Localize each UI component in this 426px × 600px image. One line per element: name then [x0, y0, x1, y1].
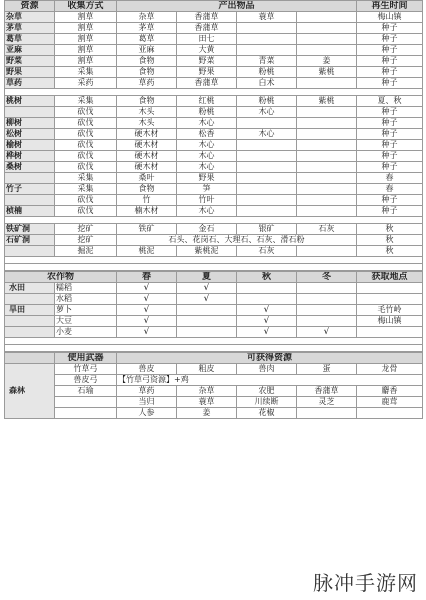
- output-cell: 楠木材: [117, 206, 177, 217]
- table-row: [5, 56, 423, 67]
- resource-item: 香蒲草: [297, 386, 357, 397]
- output-cell: 粉桃: [237, 67, 297, 78]
- spacer-row: [5, 217, 423, 224]
- output-cell: 竹叶: [177, 195, 237, 206]
- output-cell: 杂草: [117, 12, 177, 23]
- season-mark: [177, 327, 237, 338]
- output-cell: [237, 118, 297, 129]
- resource-cell: 茅草: [5, 23, 55, 34]
- header-output: 产出物品: [117, 1, 357, 12]
- season-mark: √: [117, 283, 177, 294]
- regen-cell: 种子: [357, 78, 423, 89]
- crop-cell: 大豆: [55, 316, 117, 327]
- output-cell: 石灰: [297, 224, 357, 235]
- header-resources: 可获得资源: [117, 353, 423, 364]
- resource-cell: 桢楠: [5, 206, 55, 217]
- spacer-row: [5, 257, 423, 264]
- output-cell: [237, 23, 297, 34]
- method-cell: 砍伐: [55, 129, 117, 140]
- output-cell: 紫桃: [297, 96, 357, 107]
- region-cell: 旱田: [5, 305, 55, 316]
- spacer-cell: [5, 89, 423, 96]
- output-cell: 石头、花岗石、大理石、石灰、滑石粉: [117, 235, 357, 246]
- regen-cell: 种子: [357, 162, 423, 173]
- spacer-row: [5, 345, 423, 352]
- regen-cell: 种子: [357, 151, 423, 162]
- output-cell: 香蒲草: [177, 78, 237, 89]
- header-season: 秋: [237, 272, 297, 283]
- output-cell: 田七: [177, 34, 237, 45]
- output-cell: 野菜: [177, 56, 237, 67]
- table-row: [5, 294, 423, 305]
- table-row: [5, 45, 423, 56]
- method-cell: 割草: [55, 34, 117, 45]
- method-cell: 砍伐: [55, 162, 117, 173]
- place-cell: 毛竹岭: [357, 305, 423, 316]
- output-cell: 木心: [177, 118, 237, 129]
- table-row: [5, 327, 423, 338]
- hunt-header: [5, 353, 423, 364]
- output-cell: [297, 206, 357, 217]
- resource-item: 川续断: [237, 397, 297, 408]
- season-mark: √: [117, 327, 177, 338]
- header-method: 收集方式: [55, 1, 117, 12]
- season-mark: [177, 316, 237, 327]
- season-mark: [237, 294, 297, 305]
- output-cell: 紫桃: [297, 67, 357, 78]
- output-cell: 红桃: [177, 96, 237, 107]
- resource-cell: 亚麻: [5, 45, 55, 56]
- output-cell: 香蒲草: [177, 23, 237, 34]
- table-row: [5, 305, 423, 316]
- table-row: [5, 386, 423, 397]
- region-cell: [5, 294, 55, 305]
- resource-cell: 石矿洞: [5, 235, 55, 246]
- output-cell: [237, 151, 297, 162]
- output-cell: [297, 173, 357, 184]
- season-mark: [237, 283, 297, 294]
- table-row: [5, 224, 423, 235]
- table-row: [5, 78, 423, 89]
- output-cell: 食物: [117, 184, 177, 195]
- resource-cell: [5, 246, 55, 257]
- output-cell: 白术: [237, 78, 297, 89]
- season-mark: √: [117, 294, 177, 305]
- output-cell: [297, 162, 357, 173]
- output-cell: [237, 184, 297, 195]
- weapon-cell: 石瑜: [55, 386, 117, 397]
- header-resource: 资源: [5, 1, 55, 12]
- spacer-cell: [5, 345, 423, 352]
- method-cell: 采集: [55, 96, 117, 107]
- regen-cell: 种子: [357, 118, 423, 129]
- resource-cell: 桦树: [5, 151, 55, 162]
- output-cell: [297, 12, 357, 23]
- header-season: 冬: [297, 272, 357, 283]
- header-crop: 农作物: [5, 272, 117, 283]
- method-cell: 采集: [55, 67, 117, 78]
- output-cell: 硬木材: [117, 151, 177, 162]
- output-cell: 硬木材: [117, 162, 177, 173]
- table-row: [5, 195, 423, 206]
- table-row: [5, 364, 423, 375]
- header-blank: [5, 353, 55, 364]
- output-cell: 桃泥: [117, 246, 177, 257]
- output-cell: 笋: [177, 184, 237, 195]
- output-cell: 香蒲草: [177, 12, 237, 23]
- output-cell: 食物: [117, 67, 177, 78]
- spacer-row: [5, 338, 423, 345]
- table-row: [5, 129, 423, 140]
- resource-cell: [5, 107, 55, 118]
- place-cell: [357, 283, 423, 294]
- output-cell: 粉桃: [177, 107, 237, 118]
- output-cell: [237, 195, 297, 206]
- regen-cell: 种子: [357, 129, 423, 140]
- season-mark: √: [237, 305, 297, 316]
- season-mark: √: [297, 327, 357, 338]
- regen-cell: 秋: [357, 246, 423, 257]
- regen-cell: 种子: [357, 195, 423, 206]
- output-cell: 粉桃: [237, 96, 297, 107]
- spacer-cell: [5, 264, 423, 271]
- table-row: [5, 162, 423, 173]
- table-row: [5, 173, 423, 184]
- place-cell: [357, 327, 423, 338]
- method-cell: 采集: [55, 184, 117, 195]
- region-cell: 水田: [5, 283, 55, 294]
- output-cell: [237, 206, 297, 217]
- output-cell: 木心: [177, 206, 237, 217]
- output-cell: 木头: [117, 118, 177, 129]
- output-cell: [237, 173, 297, 184]
- output-cell: [297, 151, 357, 162]
- region-cell: [5, 327, 55, 338]
- resource-cell: 桑树: [5, 162, 55, 173]
- table-row: [5, 283, 423, 294]
- output-cell: 亚麻: [117, 45, 177, 56]
- output-cell: 木心: [237, 129, 297, 140]
- regen-cell: 春: [357, 173, 423, 184]
- weapon-cell: [55, 397, 117, 408]
- output-cell: 桑叶: [117, 173, 177, 184]
- season-mark: [297, 283, 357, 294]
- resource-cell: 野菜: [5, 56, 55, 67]
- method-cell: 挖矿: [55, 235, 117, 246]
- resource-cell: [5, 195, 55, 206]
- resource-cell: 竹子: [5, 184, 55, 195]
- output-cell: 野果: [177, 67, 237, 78]
- spacer-row: [5, 264, 423, 271]
- crop-cell: 小麦: [55, 327, 117, 338]
- table-row: [5, 397, 423, 408]
- resource-item: 杂草: [177, 386, 237, 397]
- table-row: [5, 206, 423, 217]
- regen-cell: 种子: [357, 140, 423, 151]
- regen-cell: 种子: [357, 45, 423, 56]
- table-row: [5, 67, 423, 78]
- table-row: [5, 235, 423, 246]
- method-cell: 砍伐: [55, 195, 117, 206]
- header-regen: 再生时间: [357, 1, 423, 12]
- method-cell: 挖矿: [55, 224, 117, 235]
- output-cell: [297, 118, 357, 129]
- output-cell: 硬木材: [117, 129, 177, 140]
- method-cell: 割草: [55, 45, 117, 56]
- resource-item: 兽皮: [117, 364, 177, 375]
- table-row: [5, 375, 423, 386]
- crop-table: [4, 271, 423, 352]
- regen-cell: 夏、秋: [357, 96, 423, 107]
- output-cell: 大黄: [177, 45, 237, 56]
- season-mark: √: [237, 327, 297, 338]
- regen-cell: 梅山镇: [357, 12, 423, 23]
- resource-item: 当归: [117, 397, 177, 408]
- method-cell: 砍伐: [55, 140, 117, 151]
- regen-cell: 种子: [357, 23, 423, 34]
- note-cell: 【竹草弓资源】+鸡: [117, 375, 423, 386]
- resource-item: 姜: [177, 408, 237, 419]
- weapon-cell: 竹草弓: [55, 364, 117, 375]
- resource-cell: 柳树: [5, 118, 55, 129]
- resource-cell: 葛草: [5, 34, 55, 45]
- method-cell: 砍伐: [55, 107, 117, 118]
- output-cell: 金石: [177, 224, 237, 235]
- region-cell: [5, 316, 55, 327]
- method-cell: 采药: [55, 78, 117, 89]
- output-cell: 蓑草: [237, 12, 297, 23]
- output-cell: [297, 184, 357, 195]
- table-row: [5, 184, 423, 195]
- output-cell: 银矿: [237, 224, 297, 235]
- output-cell: [237, 162, 297, 173]
- resource-item: [357, 408, 423, 419]
- header-weapon: 使用武器: [55, 353, 117, 364]
- output-cell: 石灰: [237, 246, 297, 257]
- season-mark: [297, 305, 357, 316]
- method-cell: 砍伐: [55, 151, 117, 162]
- output-cell: [237, 140, 297, 151]
- output-cell: [237, 34, 297, 45]
- output-cell: 木心: [177, 162, 237, 173]
- table-row: [5, 151, 423, 162]
- resource-item: 花椒: [237, 408, 297, 419]
- header-season: 夏: [177, 272, 237, 283]
- regen-cell: 秋: [357, 224, 423, 235]
- resource-table: [4, 0, 423, 271]
- output-cell: 姜: [297, 56, 357, 67]
- resource-item: 农肥: [237, 386, 297, 397]
- output-cell: 木头: [117, 107, 177, 118]
- crop-header: [5, 272, 423, 283]
- resource-item: 蓑草: [177, 397, 237, 408]
- spacer-row: [5, 89, 423, 96]
- resource-cell: 野果: [5, 67, 55, 78]
- resource-item: 麝香: [357, 386, 423, 397]
- resource-cell: [5, 173, 55, 184]
- output-cell: [237, 45, 297, 56]
- output-cell: 野果: [177, 173, 237, 184]
- output-cell: [297, 23, 357, 34]
- resource-cell: 松树: [5, 129, 55, 140]
- output-cell: 紫桃泥: [177, 246, 237, 257]
- table-row: [5, 34, 423, 45]
- season-mark: √: [117, 316, 177, 327]
- resource-item: 龙骨: [357, 364, 423, 375]
- header-season: 春: [117, 272, 177, 283]
- region-cell: 森林: [5, 364, 55, 419]
- resource-cell: 榆树: [5, 140, 55, 151]
- resource-cell: 铁矿洞: [5, 224, 55, 235]
- output-cell: 竹: [117, 195, 177, 206]
- output-cell: 食物: [117, 96, 177, 107]
- table-row: [5, 96, 423, 107]
- output-cell: 铁矿: [117, 224, 177, 235]
- resource-item: 粗皮: [177, 364, 237, 375]
- season-mark: [177, 305, 237, 316]
- watermark: 脉冲手游网: [313, 571, 418, 595]
- crop-cell: 水稻: [55, 294, 117, 305]
- output-cell: [297, 129, 357, 140]
- regen-cell: 种子: [357, 67, 423, 78]
- table-row: [5, 12, 423, 23]
- spacer-cell: [5, 217, 423, 224]
- resource-item: 蛋: [297, 364, 357, 375]
- place-cell: 梅山镇: [357, 316, 423, 327]
- output-cell: [297, 107, 357, 118]
- season-mark: [297, 316, 357, 327]
- regen-cell: 秋: [357, 235, 423, 246]
- regen-cell: 种子: [357, 34, 423, 45]
- method-cell: 割草: [55, 23, 117, 34]
- output-cell: [297, 45, 357, 56]
- method-cell: 砍伐: [55, 118, 117, 129]
- resource-sheet: [4, 0, 422, 419]
- method-cell: 砍伐: [55, 206, 117, 217]
- output-cell: 木心: [177, 151, 237, 162]
- weapon-cell: [55, 408, 117, 419]
- output-cell: 葛草: [117, 34, 177, 45]
- method-cell: 掘泥: [55, 246, 117, 257]
- resource-item: [297, 408, 357, 419]
- weapon-cell: 兽皮弓: [55, 375, 117, 386]
- output-cell: [297, 78, 357, 89]
- output-cell: [297, 246, 357, 257]
- resource-cell: 桃树: [5, 96, 55, 107]
- output-cell: 食物: [117, 56, 177, 67]
- resource-cell: 草药: [5, 78, 55, 89]
- place-cell: [357, 294, 423, 305]
- table-row: [5, 246, 423, 257]
- table-row: [5, 140, 423, 151]
- output-cell: 茅草: [117, 23, 177, 34]
- output-cell: [297, 140, 357, 151]
- crop-cell: 萝卜: [55, 305, 117, 316]
- hunt-table: [4, 352, 423, 419]
- table-row: [5, 23, 423, 34]
- season-mark: √: [237, 316, 297, 327]
- header-season: 获取地点: [357, 272, 423, 283]
- resource-item: 兽肉: [237, 364, 297, 375]
- table-row: [5, 107, 423, 118]
- output-cell: 木心: [237, 107, 297, 118]
- method-cell: 割草: [55, 56, 117, 67]
- resource-cell: 杂草: [5, 12, 55, 23]
- spacer-cell: [5, 338, 423, 345]
- regen-cell: 种子: [357, 206, 423, 217]
- resource-item: 人参: [117, 408, 177, 419]
- resource-item: 草药: [117, 386, 177, 397]
- table-header: [5, 1, 423, 12]
- output-cell: [297, 34, 357, 45]
- output-cell: 松香: [177, 129, 237, 140]
- resource-item: 灵芝: [297, 397, 357, 408]
- output-cell: 草药: [117, 78, 177, 89]
- output-cell: 青菜: [237, 56, 297, 67]
- regen-cell: 种子: [357, 56, 423, 67]
- table-row: [5, 118, 423, 129]
- crop-cell: 糯稻: [55, 283, 117, 294]
- regen-cell: 春: [357, 184, 423, 195]
- season-mark: √: [117, 305, 177, 316]
- method-cell: 采集: [55, 173, 117, 184]
- output-cell: 硬木材: [117, 140, 177, 151]
- table-row: [5, 316, 423, 327]
- season-mark: √: [177, 294, 237, 305]
- season-mark: √: [177, 283, 237, 294]
- season-mark: [297, 294, 357, 305]
- method-cell: 割草: [55, 12, 117, 23]
- table-row: [5, 408, 423, 419]
- output-cell: 木心: [177, 140, 237, 151]
- spacer-cell: [5, 257, 423, 264]
- output-cell: [297, 195, 357, 206]
- regen-cell: 种子: [357, 107, 423, 118]
- resource-item: 鹿茸: [357, 397, 423, 408]
